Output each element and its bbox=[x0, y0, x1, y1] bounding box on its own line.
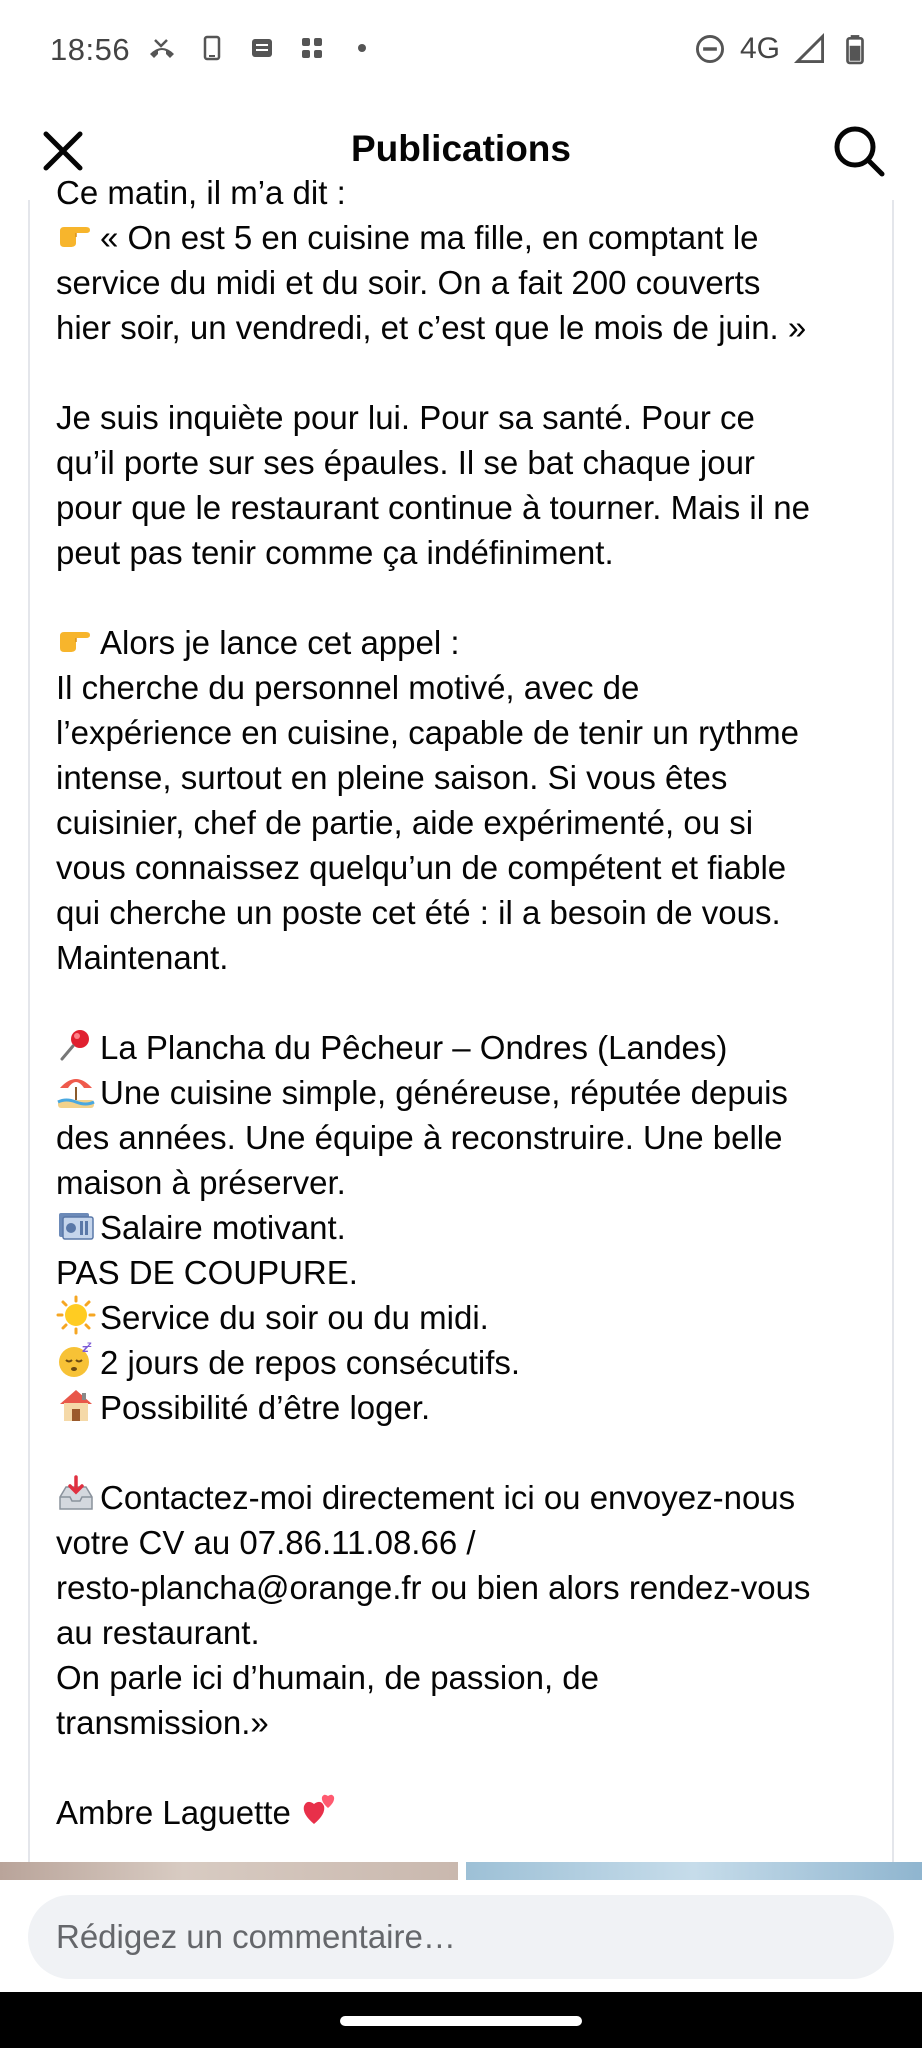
sun-icon bbox=[56, 1295, 96, 1335]
comment-bar bbox=[0, 1880, 922, 1992]
comment-input[interactable] bbox=[28, 1895, 894, 1979]
post-blank-line bbox=[56, 980, 886, 1025]
post-line bbox=[56, 1790, 886, 1835]
post-line-text: votre CV au 07.86.11.08.66 / bbox=[56, 1524, 476, 1561]
post-line bbox=[56, 1565, 886, 1610]
post-line bbox=[56, 755, 886, 800]
post-line bbox=[56, 1025, 886, 1070]
sleeping-face-icon bbox=[56, 1340, 96, 1380]
post-blank-line bbox=[56, 1745, 886, 1790]
post-line-text: Salaire motivant. bbox=[100, 1209, 346, 1246]
post-line-text: l’expérience en cuisine, capable de tenir un rythme bbox=[56, 714, 799, 751]
post-line bbox=[56, 440, 886, 485]
svg-text:z: z bbox=[87, 1340, 92, 1349]
post-line-text: hier soir, un vendredi, et c’est que le mois de juin. » bbox=[56, 309, 807, 346]
post-line bbox=[56, 1700, 886, 1745]
house-icon bbox=[56, 1385, 96, 1425]
post-line bbox=[56, 1115, 886, 1160]
post-line bbox=[56, 1475, 886, 1520]
point-right-icon bbox=[56, 215, 96, 255]
post-blank-line bbox=[56, 575, 886, 620]
post-line-text: La Plancha du Pêcheur – Ondres (Landes) bbox=[100, 1029, 728, 1066]
post-line-text: maison à préserver. bbox=[56, 1164, 346, 1201]
post-line-text: intense, surtout en pleine saison. Si vous êtes bbox=[56, 759, 728, 796]
post-line bbox=[56, 1295, 886, 1340]
do-not-disturb-icon bbox=[694, 33, 726, 65]
post-line-text: service du midi et du soir. On a fait 200 couverts bbox=[56, 264, 761, 301]
post-line-text: Contactez-moi directement ici ou envoyez-nous bbox=[100, 1479, 796, 1516]
post-line bbox=[56, 485, 886, 530]
post-blank-line bbox=[56, 1430, 886, 1475]
post-text bbox=[56, 170, 886, 1835]
post-line-text: qui cherche un poste cet été : il a besoin de vous. bbox=[56, 894, 781, 931]
post-line bbox=[56, 170, 886, 215]
post-line bbox=[56, 1520, 886, 1565]
post-line-text: Je suis inquiète pour lui. Pour sa santé. Pour ce bbox=[56, 399, 755, 436]
post-line bbox=[56, 530, 886, 575]
post-line bbox=[56, 395, 886, 440]
post-line bbox=[56, 1070, 886, 1115]
status-time: 18:56 bbox=[50, 32, 131, 67]
post-blank-line bbox=[56, 350, 886, 395]
post-line-text: vous connaissez quelqu’un de compétent et fiable bbox=[56, 849, 787, 886]
apps-icon bbox=[298, 34, 326, 62]
post-line-text: pour que le restaurant continue à tourner. Mais il ne bbox=[56, 489, 810, 526]
post-line-text: qu’il porte sur ses épaules. Il se bat chaque jour bbox=[56, 444, 755, 481]
post-line-text: Maintenant. bbox=[56, 939, 229, 976]
post-line bbox=[56, 1340, 886, 1385]
svg-text:z: z bbox=[82, 1342, 89, 1355]
post-line bbox=[56, 710, 886, 755]
home-gesture-handle[interactable] bbox=[340, 2016, 582, 2026]
post-line bbox=[56, 800, 886, 845]
post-line bbox=[56, 1655, 886, 1700]
page-title: Publications bbox=[351, 128, 571, 169]
post-line bbox=[56, 1250, 886, 1295]
post-card bbox=[28, 174, 894, 1862]
post-line bbox=[56, 890, 886, 935]
battery-icon bbox=[840, 32, 870, 66]
post-line-text: au restaurant. bbox=[56, 1614, 260, 1651]
inbox-tray-icon bbox=[56, 1475, 96, 1515]
banknote-icon bbox=[56, 1205, 96, 1245]
post-line bbox=[56, 305, 886, 350]
post-line-text: PAS DE COUPURE. bbox=[56, 1254, 358, 1291]
beach-umbrella-icon bbox=[56, 1070, 96, 1110]
post-line bbox=[56, 1610, 886, 1655]
post-line bbox=[56, 260, 886, 305]
two-hearts-icon bbox=[300, 1790, 340, 1830]
post-images-strip[interactable] bbox=[0, 1862, 922, 1880]
post-line bbox=[56, 1205, 886, 1250]
post-line-text: Possibilité d’être loger. bbox=[100, 1389, 431, 1426]
post-line-text: 2 jours de repos consécutifs. bbox=[100, 1344, 521, 1381]
missed-call-icon bbox=[148, 34, 176, 62]
post-image-2[interactable] bbox=[466, 1862, 922, 1880]
post-line bbox=[56, 845, 886, 890]
post-line-text: peut pas tenir comme ça indéfiniment. bbox=[56, 534, 614, 571]
point-right-icon bbox=[56, 620, 96, 660]
post-line bbox=[56, 620, 886, 665]
post-line bbox=[56, 215, 886, 260]
notification-icons bbox=[148, 34, 376, 62]
post-line-text: Service du soir ou du midi. bbox=[100, 1299, 489, 1336]
post-line bbox=[56, 1160, 886, 1205]
post-line-text: « On est 5 en cuisine ma fille, en comptant le bbox=[100, 219, 759, 256]
post-line-text: On parle ici d’humain, de passion, de bbox=[56, 1659, 599, 1696]
post-line-text: Une cuisine simple, généreuse, réputée depuis bbox=[100, 1074, 788, 1111]
news-icon bbox=[248, 34, 276, 62]
system-icons bbox=[694, 32, 870, 66]
post-line-text: Alors je lance cet appel : bbox=[100, 624, 460, 661]
dot-icon bbox=[348, 34, 376, 62]
post-line-text: des années. Une équipe à reconstruire. Une belle bbox=[56, 1119, 783, 1156]
post-line-text: cuisinier, chef de partie, aide expérimenté, ou si bbox=[56, 804, 754, 841]
post-line-text: resto-plancha@orange.fr ou bien alors rendez-vous bbox=[56, 1569, 811, 1606]
network-type: 4G bbox=[739, 32, 780, 65]
post-image-1[interactable] bbox=[0, 1862, 458, 1880]
post-line bbox=[56, 1385, 886, 1430]
signal-icon bbox=[794, 33, 826, 65]
phone-device-icon bbox=[198, 34, 226, 62]
pushpin-icon bbox=[56, 1025, 96, 1065]
post-line-text: transmission.» bbox=[56, 1704, 269, 1741]
status-bar bbox=[0, 0, 922, 100]
post-line-text: Ce matin, il m’a dit : bbox=[56, 174, 346, 211]
post-line bbox=[56, 665, 886, 710]
post-line-text: Il cherche du personnel motivé, avec de bbox=[56, 669, 640, 706]
post-line-text: Ambre Laguette bbox=[56, 1794, 291, 1831]
system-nav-bar bbox=[0, 1992, 922, 2048]
post-line bbox=[56, 935, 886, 980]
